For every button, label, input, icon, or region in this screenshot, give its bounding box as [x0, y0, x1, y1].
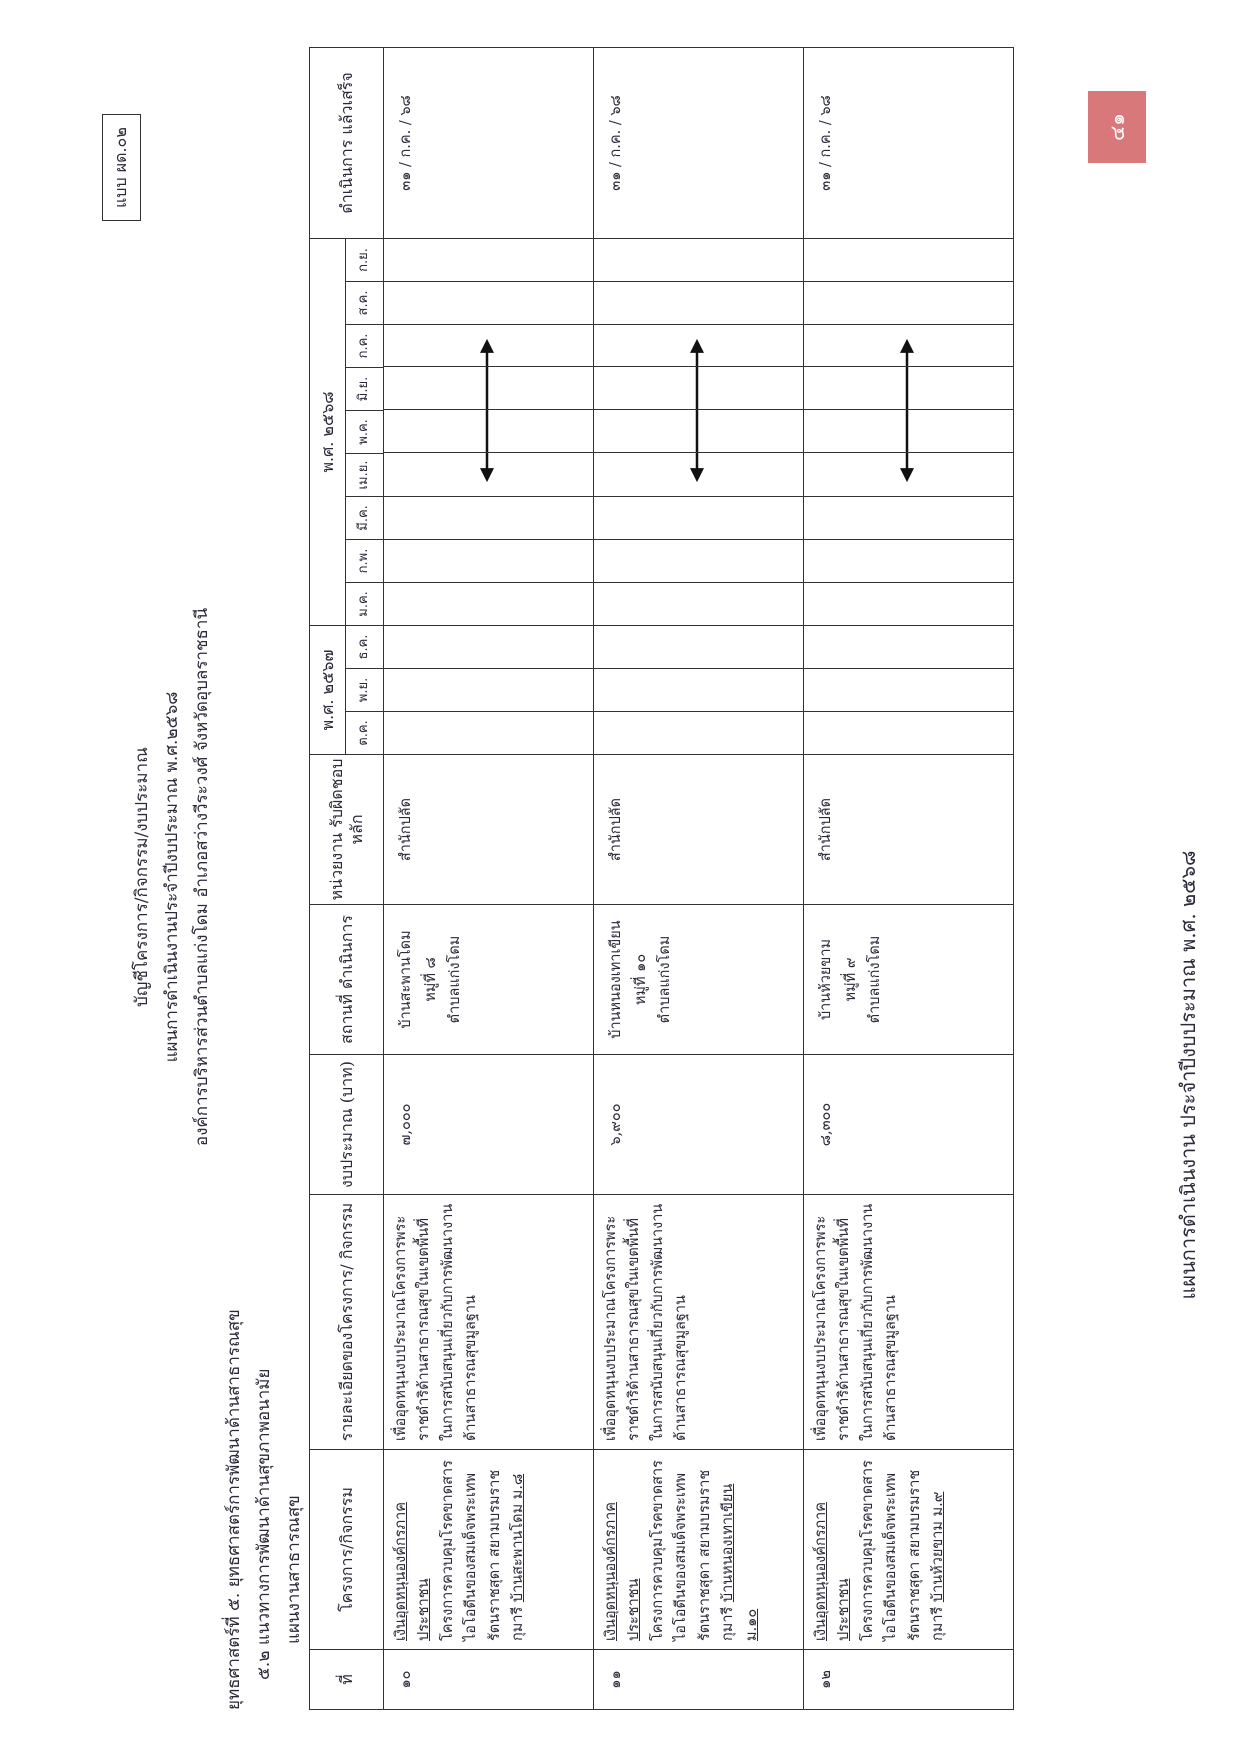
project-cell — [804, 1450, 1014, 1650]
header-line-3: องค์การบริหารส่วนตำบลแก่งโดม อำเภอสว่างวีระวงศ์ จังหวัดอุบลราชธานี — [192, 607, 212, 1147]
month-header: เม.ย. — [346, 453, 384, 496]
project-village: บ้านห้วยขาม ม.๙ — [930, 1491, 947, 1603]
month-header: ก.ค. — [346, 324, 384, 367]
place-cell — [594, 905, 804, 1055]
project-head-2: ประชาชน — [416, 1578, 433, 1641]
details-cell: เพื่ออุดหนุนงบประมาณโครงการพระราชดำริด้านสาธารณสุขในเขตพื้นที่ในการสนับสนุนเกี่ยวกับการพัฒนางานด้านสาธารณสุขมูลฐาน — [594, 1195, 804, 1450]
col-header-year-2568: พ.ศ. ๒๕๖๘ — [310, 238, 346, 625]
project-body: โครงการควบคุมโรคขาดสารไอโอดีนของสมเด็จพระเทพรัตนราชสุดา สยามบรมราชกุมารี — [859, 1460, 947, 1641]
project-cell — [384, 1450, 594, 1650]
row-number: ๑๒ — [804, 1650, 1014, 1710]
timeline-arrow-icon — [682, 325, 712, 496]
place-cell — [804, 905, 1014, 1055]
done-cell: ๓๑ / ก.ค. / ๖๘ — [594, 47, 804, 238]
strategy-line-3: แผนงานสาธารณสุข — [284, 1495, 304, 1644]
row-number: ๑๑ — [594, 1650, 804, 1710]
col-header-place: สถานที่ ดำเนินการ — [310, 905, 384, 1055]
place-line: ตำบลแก่งโดม — [657, 935, 674, 1024]
details-cell: เพื่ออุดหนุนงบประมาณโครงการพระราชดำริด้านสาธารณสุขในเขตพื้นที่ในการสนับสนุนเกี่ยวกับการพัฒนางานด้านสาธารณสุขมูลฐาน — [384, 1195, 594, 1450]
place-line: ตำบลแก่งโดม — [447, 935, 464, 1024]
project-body: โครงการควบคุมโรคขาดสารไอโอดีนของสมเด็จพระเทพรัตนราชสุดา สยามบรมราชกุมารี — [649, 1460, 737, 1641]
col-header-budget: งบประมาณ (บาท) — [310, 1055, 384, 1195]
budget-cell: ๗,๐๐๐ — [384, 1055, 594, 1195]
place-line: บ้านหนองเทาเขียน — [608, 920, 624, 1039]
month-header: ก.ย. — [346, 238, 384, 281]
budget-cell: ๘,๓๐๐ — [804, 1055, 1014, 1195]
project-village: บ้านสะพานโดม ม.๘ — [510, 1473, 527, 1603]
done-cell: ๓๑ / ก.ค. / ๖๘ — [804, 47, 1014, 238]
month-header: ม.ค. — [346, 582, 384, 625]
col-header-agency: หน่วยงาน รับผิดชอบหลัก — [310, 755, 384, 905]
strategy-line-1: ยุทธศาสตร์ที่ ๕. ยุทธศาสตร์การพัฒนาด้านสาธารณสุข — [224, 1309, 244, 1710]
timeline-arrow-icon — [472, 325, 502, 496]
month-header: มี.ค. — [346, 496, 384, 539]
project-head: เงินอุดหนุนองค์กรภาค — [813, 1502, 829, 1641]
strategy-line-2: ๕.๒ แนวทางการพัฒนาด้านสุขภาพอนามัย — [254, 1368, 274, 1680]
details-cell: เพื่ออุดหนุนงบประมาณโครงการพระราชดำริด้านสาธารณสุขในเขตพื้นที่ในการสนับสนุนเกี่ยวกับการพัฒนางานด้านสาธารณสุขมูลฐาน — [804, 1195, 1014, 1450]
project-head-2: ประชาชน — [836, 1578, 853, 1641]
month-header: ต.ค. — [346, 712, 384, 755]
place-line: หมู่ที่ ๑๐ — [632, 953, 649, 1006]
page-number-badge: ๔๑ — [1088, 91, 1146, 163]
header-line-2: แผนการดำเนินงานประจำปีงบประมาณ พ.ศ.๒๕๖๘ — [162, 691, 182, 1063]
form-code: แบบ ผด.๐๒ — [111, 127, 130, 208]
place-line: ตำบลแก่งโดม — [867, 935, 884, 1024]
agency-cell: สำนักปลัด — [384, 755, 594, 905]
agency-cell: สำนักปลัด — [594, 755, 804, 905]
project-body: โครงการควบคุมโรคขาดสารไอโอดีนของสมเด็จพระเทพรัตนราชสุดา สยามบรมราชกุมารี — [439, 1460, 527, 1641]
col-header-done: ดำเนินการ แล้วเสร็จ — [310, 47, 384, 238]
table-row — [594, 47, 804, 1709]
place-line: หมู่ที่ ๙ — [842, 957, 859, 1002]
project-village: บ้านหนองเทาเขียน ม.๑๐ — [720, 1483, 760, 1641]
page-footer: แผนการดำเนินงาน ประจำปีงบประมาณ พ.ศ. ๒๕๖๘ — [1176, 850, 1200, 1300]
project-cell — [594, 1450, 804, 1650]
row-number: ๑๐ — [384, 1650, 594, 1710]
month-header: พ.ย. — [346, 669, 384, 712]
timeline-cell — [384, 324, 594, 496]
budget-cell: ๖,๙๐๐ — [594, 1055, 804, 1195]
month-header: ธ.ค. — [346, 625, 384, 668]
project-head: เงินอุดหนุนองค์กรภาค — [393, 1502, 409, 1641]
month-header: มิ.ย. — [346, 367, 384, 410]
col-header-project: โครงการ/กิจกรรม — [310, 1450, 384, 1650]
header-line-1: บัญชีโครงการ/กิจกรรม/งบประมาณ — [132, 747, 152, 1007]
timeline-cell — [594, 324, 804, 496]
timeline-arrow-icon — [892, 325, 922, 496]
place-cell — [384, 905, 594, 1055]
month-header: ส.ค. — [346, 281, 384, 324]
place-line: บ้านสะพานโดม — [398, 930, 414, 1029]
timeline-cell — [804, 324, 1014, 496]
place-line: บ้านห้วยขาม — [818, 938, 834, 1021]
place-line: หมู่ที่ ๘ — [422, 957, 439, 1002]
table-row — [804, 47, 1014, 1709]
col-header-details: รายละเอียดของโครงการ/ กิจกรรม — [310, 1195, 384, 1450]
col-header-no: ที่ — [310, 1650, 384, 1710]
month-header: พ.ค. — [346, 410, 384, 453]
project-head-2: ประชาชน — [626, 1578, 643, 1641]
col-header-year-2567: พ.ศ. ๒๕๖๗ — [310, 625, 346, 754]
done-cell: ๓๑ / ก.ค. / ๖๘ — [384, 47, 594, 238]
project-head: เงินอุดหนุนองค์กรภาค — [603, 1502, 619, 1641]
agency-cell: สำนักปลัด — [804, 755, 1014, 905]
plan-table — [309, 47, 1014, 1710]
month-header: ก.พ. — [346, 539, 384, 582]
table-row — [384, 47, 594, 1709]
